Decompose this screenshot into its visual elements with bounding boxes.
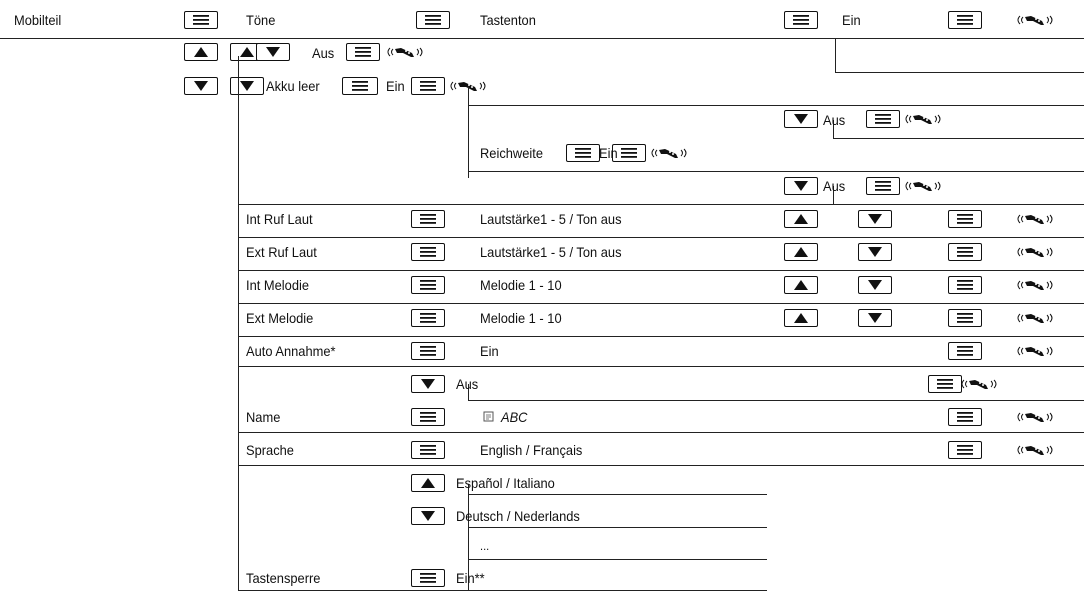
- label-reichweite: Reichweite: [480, 145, 544, 161]
- confirmation-tone-icon: [648, 146, 690, 160]
- header-separator-line: [0, 38, 1084, 39]
- down-arrow-key-icon[interactable]: [858, 210, 892, 228]
- menu-key-icon[interactable]: [566, 144, 600, 162]
- menu-key-icon[interactable]: [784, 11, 818, 29]
- value-ext-melodie: Melodie 1 - 10: [480, 310, 562, 326]
- label-aus-akku: Aus: [823, 112, 846, 128]
- menu-key-icon[interactable]: [948, 243, 982, 261]
- menu-key-icon[interactable]: [411, 243, 445, 261]
- label-int-melodie: Int Melodie: [246, 277, 310, 293]
- menu-key-icon[interactable]: [948, 441, 982, 459]
- value-sprache-2: Español / Italiano: [456, 475, 555, 491]
- branch-line: [468, 559, 767, 560]
- label-name: Name: [246, 409, 281, 425]
- row-separator-line: [238, 237, 1084, 238]
- label-toene: Töne: [246, 12, 276, 28]
- menu-key-icon[interactable]: [411, 441, 445, 459]
- down-arrow-key-icon[interactable]: [784, 110, 818, 128]
- down-arrow-key-icon[interactable]: [858, 309, 892, 327]
- branch-line: [468, 527, 767, 528]
- branch-line: [468, 494, 767, 495]
- menu-key-icon[interactable]: [948, 408, 982, 426]
- confirmation-tone-icon: [1014, 410, 1056, 424]
- label-ext-ruf-laut: Ext Ruf Laut: [246, 244, 317, 260]
- label-int-ruf-laut: Int Ruf Laut: [246, 211, 313, 227]
- label-tastenton: Tastenton: [480, 12, 536, 28]
- row-separator-line: [238, 303, 1084, 304]
- confirmation-tone-icon: [384, 45, 426, 59]
- label-aus-tastenton: Aus: [312, 45, 335, 61]
- down-arrow-key-icon[interactable]: [858, 243, 892, 261]
- menu-key-icon[interactable]: [346, 43, 380, 61]
- row-separator-line: [238, 270, 1084, 271]
- confirmation-tone-icon: [1014, 443, 1056, 457]
- label-ein-reichweite: Ein: [599, 145, 618, 161]
- branch-line: [833, 138, 1084, 139]
- row-separator-line: [238, 590, 767, 591]
- down-arrow-key-icon[interactable]: [411, 375, 445, 393]
- label-auto-annahme: Auto Annahme*: [246, 343, 336, 359]
- branch-line: [835, 38, 836, 72]
- up-arrow-key-icon[interactable]: [184, 43, 218, 61]
- label-akku-leer: Akku leer: [266, 78, 320, 94]
- menu-key-icon[interactable]: [866, 110, 900, 128]
- branch-line: [468, 171, 1084, 172]
- row-separator-line: [238, 432, 1084, 433]
- confirmation-tone-icon: [1014, 13, 1056, 27]
- value-int-melodie: Melodie 1 - 10: [480, 277, 562, 293]
- down-arrow-key-icon[interactable]: [411, 507, 445, 525]
- menu-key-icon[interactable]: [948, 276, 982, 294]
- confirmation-tone-icon: [1014, 212, 1056, 226]
- label-ein-tastenton: Ein: [842, 12, 861, 28]
- main-branch-line: [238, 56, 239, 590]
- menu-key-icon[interactable]: [411, 342, 445, 360]
- menu-key-icon[interactable]: [411, 210, 445, 228]
- label-ein-akku: Ein: [386, 78, 405, 94]
- menu-key-icon[interactable]: [948, 342, 982, 360]
- menu-key-icon[interactable]: [928, 375, 962, 393]
- up-arrow-key-icon[interactable]: [784, 243, 818, 261]
- up-arrow-key-icon[interactable]: [411, 474, 445, 492]
- row-separator-line: [238, 465, 1084, 466]
- menu-key-icon[interactable]: [411, 569, 445, 587]
- menu-key-icon[interactable]: [342, 77, 378, 95]
- confirmation-tone-icon: [902, 112, 944, 126]
- menu-key-icon[interactable]: [416, 11, 450, 29]
- menu-key-icon[interactable]: [948, 210, 982, 228]
- menu-key-icon[interactable]: [411, 408, 445, 426]
- value-sprache-3: Deutsch / Nederlands: [456, 508, 580, 524]
- value-name: ABC: [501, 409, 528, 425]
- down-arrow-key-icon[interactable]: [184, 77, 218, 95]
- confirmation-tone-icon: [1014, 245, 1056, 259]
- label-ext-melodie: Ext Melodie: [246, 310, 314, 326]
- value-tastensperre: Ein**: [456, 570, 485, 586]
- text-entry-icon: [482, 410, 496, 424]
- confirmation-tone-icon: [1014, 344, 1056, 358]
- row-separator-line: [238, 366, 1084, 367]
- label-sprache: Sprache: [246, 442, 294, 458]
- branch-line: [468, 105, 1084, 106]
- down-arrow-key-icon[interactable]: [784, 177, 818, 195]
- menu-key-icon[interactable]: [866, 177, 900, 195]
- branch-line: [835, 72, 1084, 73]
- menu-key-icon[interactable]: [184, 11, 218, 29]
- value-sprache-1: English / Français: [480, 442, 583, 458]
- confirmation-tone-icon: [1014, 311, 1056, 325]
- confirmation-tone-icon: [1014, 278, 1056, 292]
- branch-line: [468, 400, 1084, 401]
- label-tastensperre: Tastensperre: [246, 570, 321, 586]
- row-separator-line: [238, 204, 1084, 205]
- menu-key-icon[interactable]: [411, 77, 445, 95]
- up-arrow-key-icon[interactable]: [784, 210, 818, 228]
- menu-key-icon[interactable]: [411, 276, 445, 294]
- label-mobilteil: Mobilteil: [14, 12, 62, 28]
- row-separator-line: [238, 336, 1084, 337]
- branch-line: [468, 86, 469, 178]
- confirmation-tone-icon: [958, 377, 1000, 391]
- down-arrow-key-icon[interactable]: [256, 43, 290, 61]
- menu-key-icon[interactable]: [948, 309, 982, 327]
- value-auto-aus: Aus: [456, 376, 479, 392]
- confirmation-tone-icon: [902, 179, 944, 193]
- down-arrow-key-icon[interactable]: [858, 276, 892, 294]
- up-arrow-key-icon[interactable]: [784, 309, 818, 327]
- label-aus-reichweite: Aus: [823, 178, 846, 194]
- value-auto-ein: Ein: [480, 343, 499, 359]
- down-arrow-key-icon[interactable]: [230, 77, 264, 95]
- value-ext-ruf-laut: Lautstärke1 - 5 / Ton aus: [480, 244, 622, 260]
- menu-key-icon[interactable]: [948, 11, 982, 29]
- value-sprache-more: ...: [480, 539, 490, 553]
- up-arrow-key-icon[interactable]: [784, 276, 818, 294]
- menu-key-icon[interactable]: [411, 309, 445, 327]
- value-int-ruf-laut: Lautstärke1 - 5 / Ton aus: [480, 211, 622, 227]
